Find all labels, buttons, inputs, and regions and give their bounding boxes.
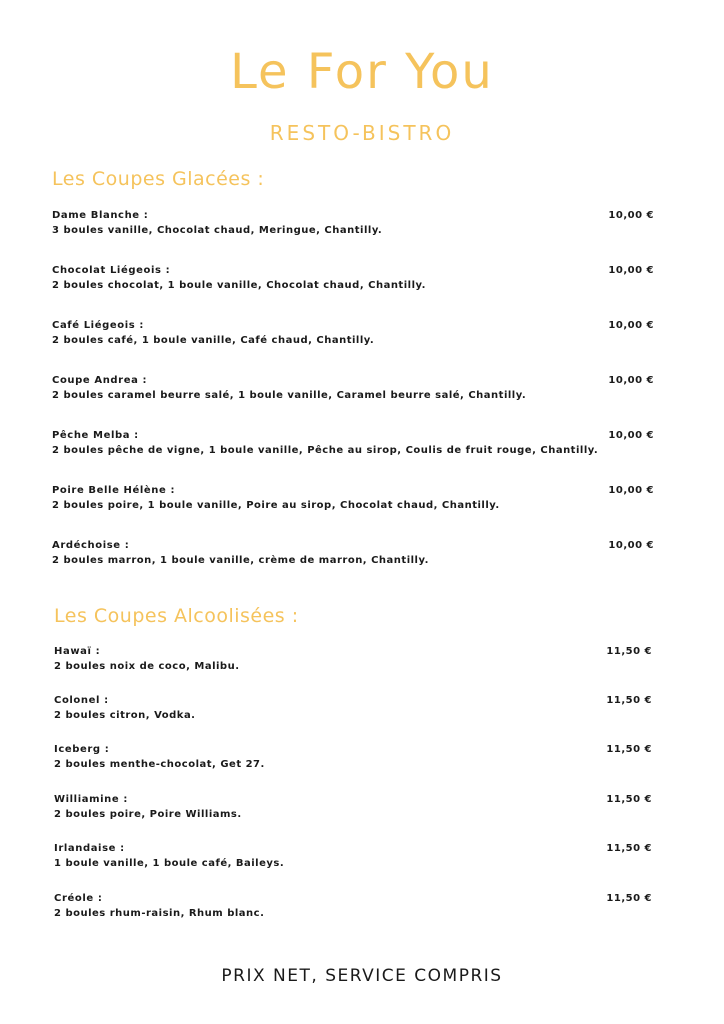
item-name: Poire Belle Hélène : xyxy=(52,485,176,496)
item-price: 10,00 € xyxy=(608,485,654,496)
item-price: 10,00 € xyxy=(608,540,654,551)
restaurant-name: Le For You xyxy=(230,44,494,100)
item-description: 2 boules menthe-chocolat, Get 27. xyxy=(54,759,265,770)
item-name: Chocolat Liégeois : xyxy=(52,265,171,276)
menu-item xyxy=(52,265,654,299)
menu-item xyxy=(52,375,654,409)
item-name: Williamine : xyxy=(54,794,128,805)
item-price: 11,50 € xyxy=(606,695,652,706)
item-description: 2 boules pêche de vigne, 1 boule vanille, Pêche au sirop, Coulis de fruit rouge, Chantilly. xyxy=(52,445,599,456)
item-description: 2 boules noix de coco, Malibu. xyxy=(54,661,240,672)
item-description: 2 boules marron, 1 boule vanille, crème de marron, Chantilly. xyxy=(52,555,429,566)
item-name: Irlandaise : xyxy=(54,843,125,854)
section-title-coupes-alcoolisees: Les Coupes Alcoolisées : xyxy=(54,605,299,627)
menu-item xyxy=(54,893,652,927)
item-price: 11,50 € xyxy=(606,744,652,755)
menu-item xyxy=(54,695,652,729)
item-price: 11,50 € xyxy=(606,794,652,805)
section-title-coupes-glacees: Les Coupes Glacées : xyxy=(52,168,265,190)
item-name: Coupe Andrea : xyxy=(52,375,148,386)
menu-item xyxy=(54,794,652,828)
item-description: 2 boules chocolat, 1 boule vanille, Chocolat chaud, Chantilly. xyxy=(52,280,426,291)
footer-note: PRIX NET, SERVICE COMPRIS xyxy=(221,966,503,986)
item-price: 10,00 € xyxy=(608,210,654,221)
item-price: 11,50 € xyxy=(606,843,652,854)
item-name: Iceberg : xyxy=(54,744,110,755)
menu-item xyxy=(52,540,654,574)
item-name: Dame Blanche : xyxy=(52,210,149,221)
item-price: 10,00 € xyxy=(608,430,654,441)
menu-item xyxy=(52,485,654,519)
item-description: 2 boules caramel beurre salé, 1 boule vanille, Caramel beurre salé, Chantilly. xyxy=(52,390,527,401)
item-price: 11,50 € xyxy=(606,893,652,904)
menu-item xyxy=(54,744,652,778)
item-description: 2 boules poire, 1 boule vanille, Poire au sirop, Chocolat chaud, Chantilly. xyxy=(52,500,500,511)
item-price: 10,00 € xyxy=(608,265,654,276)
item-price: 10,00 € xyxy=(608,320,654,331)
restaurant-subtitle: RESTO-BISTRO xyxy=(269,121,455,145)
item-name: Hawaï : xyxy=(54,646,101,657)
menu-item xyxy=(52,210,654,244)
item-description: 2 boules rhum-raisin, Rhum blanc. xyxy=(54,908,265,919)
menu-item xyxy=(54,646,652,680)
item-name: Colonel : xyxy=(54,695,109,706)
menu-item xyxy=(54,843,652,877)
item-name: Ardéchoise : xyxy=(52,540,130,551)
item-name: Créole : xyxy=(54,893,103,904)
item-name: Café Liégeois : xyxy=(52,320,144,331)
item-description: 2 boules café, 1 boule vanille, Café chaud, Chantilly. xyxy=(52,335,375,346)
item-name: Pêche Melba : xyxy=(52,430,139,441)
item-description: 3 boules vanille, Chocolat chaud, Meringue, Chantilly. xyxy=(52,225,383,236)
item-description: 2 boules poire, Poire Williams. xyxy=(54,809,242,820)
item-price: 11,50 € xyxy=(606,646,652,657)
item-description: 1 boule vanille, 1 boule café, Baileys. xyxy=(54,858,285,869)
item-price: 10,00 € xyxy=(608,375,654,386)
item-description: 2 boules citron, Vodka. xyxy=(54,710,196,721)
menu-item xyxy=(52,320,654,354)
menu-item xyxy=(52,430,654,464)
